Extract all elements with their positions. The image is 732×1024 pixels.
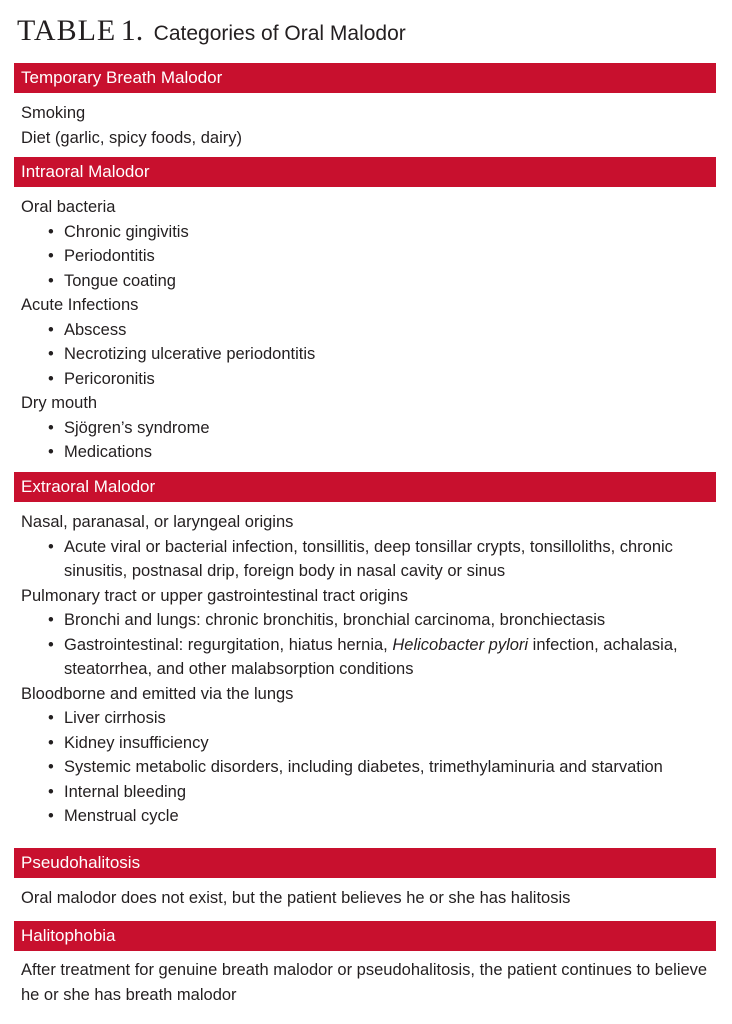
section-header-temporary: Temporary Breath Malodor (14, 63, 716, 93)
group-label: Oral bacteria (21, 198, 116, 216)
gi-suffix: infection, achalasia, steatorrhea, and other malabsorption conditions (64, 635, 678, 678)
section-body-halitophobia (21, 958, 711, 1007)
table-title (17, 14, 406, 54)
section-body-temporary (21, 101, 711, 150)
bullet-item: • Kidney insufficiency (21, 731, 711, 756)
bullet-item: • Periodontitis (21, 244, 711, 269)
section-header-halitophobia: Halitophobia (14, 921, 716, 951)
bullet-item: • Medications (21, 440, 711, 465)
section-body-intraoral (21, 195, 711, 465)
table-caption: Categories of Oral Malodor (153, 22, 406, 45)
bullet-item: • Tongue coating (21, 269, 711, 294)
bullet-item: • Pericoronitis (21, 367, 711, 392)
bullet-item: • Abscess (21, 318, 711, 343)
group-label: Acute Infections (21, 296, 139, 314)
list-item: Diet (garlic, spicy foods, dairy) (21, 128, 242, 147)
table-label: TABLE (17, 14, 117, 47)
gi-prefix: Gastrointestinal: regurgitation, hiatus hernia, (64, 635, 393, 654)
section-body-extraoral (21, 510, 711, 829)
bullet-item: • Menstrual cycle (21, 804, 711, 829)
bullet-item: • Bronchi and lungs: chronic bronchitis, bronchial carcinoma, bronchiectasis (21, 608, 711, 633)
bullet-item: • Chronic gingivitis (21, 220, 711, 245)
bullet-item: • Liver cirrhosis (21, 706, 711, 731)
group-label: Pulmonary tract or upper gastrointestinal tract origins (21, 586, 409, 605)
paragraph: After treatment for genuine breath malodor or pseudohalitosis, the patient continues to believe he or she has breath malodor (21, 961, 708, 1004)
bullet-item: • Acute viral or bacterial infection, tonsillitis, deep tonsillar crypts, tonsilloliths, chronic sinusitis, postnasal drip, foreign body in nasal cavity or sinus (21, 535, 711, 584)
section-body-pseudohalitosis (21, 886, 711, 911)
section-header-intraoral: Intraoral Malodor (14, 157, 716, 187)
group-label: Bloodborne and emitted via the lungs (21, 684, 294, 703)
bullet-item-gastrointestinal (21, 633, 711, 682)
section-header-pseudohalitosis: Pseudohalitosis (14, 848, 716, 878)
section-header-extraoral: Extraoral Malodor (14, 472, 716, 502)
group-label: Dry mouth (21, 394, 98, 412)
bullet-item: • Systemic metabolic disorders, including diabetes, trimethylaminuria and starvation (21, 755, 711, 780)
bullet-item: • Internal bleeding (21, 780, 711, 805)
gi-italic: Helicobacter pylori (392, 635, 529, 654)
bullet-item: • Necrotizing ulcerative periodontitis (21, 342, 711, 367)
group-label: Nasal, paranasal, or laryngeal origins (21, 513, 294, 531)
list-item: Smoking (21, 104, 86, 122)
bullet-item: • Sjögren’s syndrome (21, 416, 711, 441)
paragraph: Oral malodor does not exist, but the patient believes he or she has halitosis (21, 889, 571, 907)
table-number: 1. (120, 14, 144, 47)
